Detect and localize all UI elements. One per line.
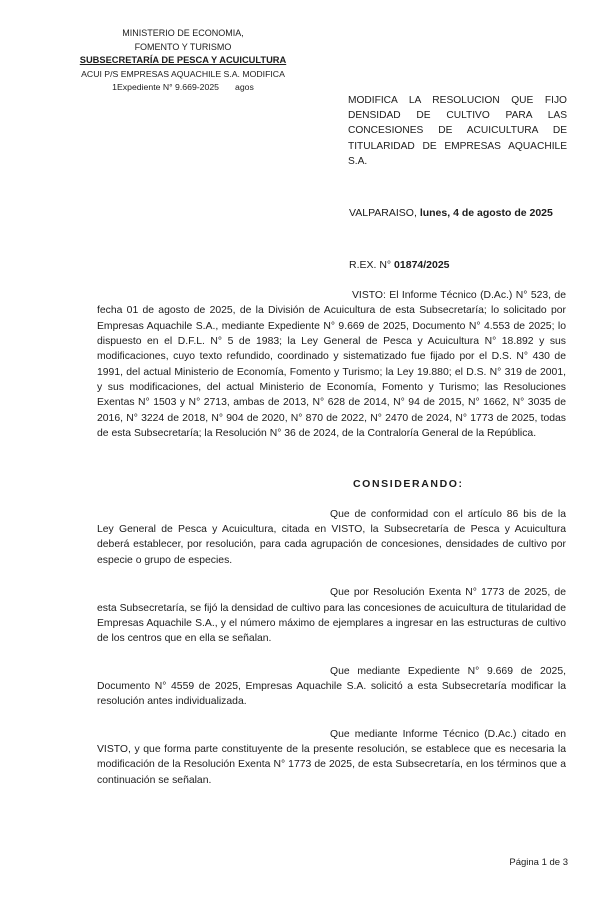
ministry-name-line1: MINISTERIO DE ECONOMIA,	[122, 28, 244, 38]
considerando-paragraph-4: Que mediante Informe Técnico (D.Ac.) citado en VISTO, y que forma parte constituyente de la presente resolución, se establece que es necesaria la modificación de la Resolución Exenta N° 1773 de 2025, de esta Subsecretaría, en los términos que a continuación se señalan.	[97, 728, 566, 786]
considerando-paragraph-1: Que de conformidad con el artículo 86 bis de la Ley General de Pesca y Acuicultura, citada en VISTO, la Subsecretaría de Pesca y Acuicultura deberá establecer, por resolución, para cada agrupación de concesiones, densidades de cultivo por especie o grupo de especies.	[97, 508, 566, 566]
case-number-suffix: agos	[235, 82, 254, 92]
resolution-number-line	[349, 259, 450, 271]
considerando-paragraph-3: Que mediante Expediente N° 9.669 de 2025, Documento N° 4559 de 2025, Empresas Aquachile S.A. solicitó a esta Subsecretaría modificar la resolución antes individualizada.	[97, 665, 566, 708]
ministry-name-line2: FOMENTO Y TURISMO	[134, 41, 232, 52]
considerando-paragraph-2: Que por Resolución Exenta N° 1773 de 2025, de esta Subsecretaría, se fijó la densidad de cultivo para las concesiones de acuicultura de titularidad de Empresas Aquachile S.A., y el número máximo de ejemplares a ingresar en las estructuras de cultivo de los centros que en ella se señalan.	[97, 587, 566, 645]
case-number: 1Expediente N° 9.669-2025	[112, 82, 219, 92]
visto-paragraph: VISTO: El Informe Técnico (D.Ac.) N° 523, de fecha 01 de agosto de 2025, de la División de Acuicultura de esta Subsecretaría; lo solicitado por Empresas Aquachile S.A., mediante Expediente N° 9.669 de 2025, Documento N° 4.553 de 2025; lo dispuesto en el D.F.L. N° 5 de 1983; la Ley General de Pesca y Acuicultura N° 18.892 y sus modificaciones, cuyo texto refundido, coordinado y sistematizado fue fijado por el D.S. N° 430 de 1991, del actual Ministerio de Economía, Fomento y Turismo; la Ley 19.880; el D.S. N° 319 de 2001, y sus modificaciones, del actual Ministerio de Economía, Fomento y Turismo; las Resoluciones Exentas N° 1503 y N° 2713, ambas de 2013, N° 628 de 2014, N° 94 de 2015, N° 1662, N° 3035 de 2016, N° 3224 de 2018, N° 904 de 2020, N° 870 de 2022, N° 2470 de 2024, N° 1773 de 2025, todas de esta Subsecretaría; la Resolución N° 36 de 2024, de la Contraloría General de la República.	[97, 290, 566, 440]
resolution-number: 01874/2025	[394, 259, 450, 271]
document-body	[97, 288, 566, 805]
document-date: lunes, 4 de agosto de 2025	[419, 207, 553, 219]
place-date-line	[349, 207, 553, 219]
case-number-line	[54, 81, 312, 95]
place-label: VALPARAISO,	[349, 207, 417, 219]
letterhead	[54, 27, 312, 95]
document-reference: ACUI P/S EMPRESAS AQUACHILE S.A. MODIFICA	[81, 68, 285, 79]
department-name: SUBSECRETARÍA DE PESCA Y ACUICULTURA	[79, 55, 287, 65]
page-footer: Página 1 de 3	[509, 857, 568, 868]
resolution-label: R.EX. N°	[349, 259, 392, 271]
subject-title: MODIFICA LA RESOLUCION QUE FIJO DENSIDAD DE CULTIVO PARA LAS CONCESIONES DE ACUICULTURA DE TITULARIDAD DE EMPRESAS AQUACHILE S.A.	[348, 95, 567, 167]
considerando-heading: CONSIDERANDO:	[353, 478, 464, 491]
